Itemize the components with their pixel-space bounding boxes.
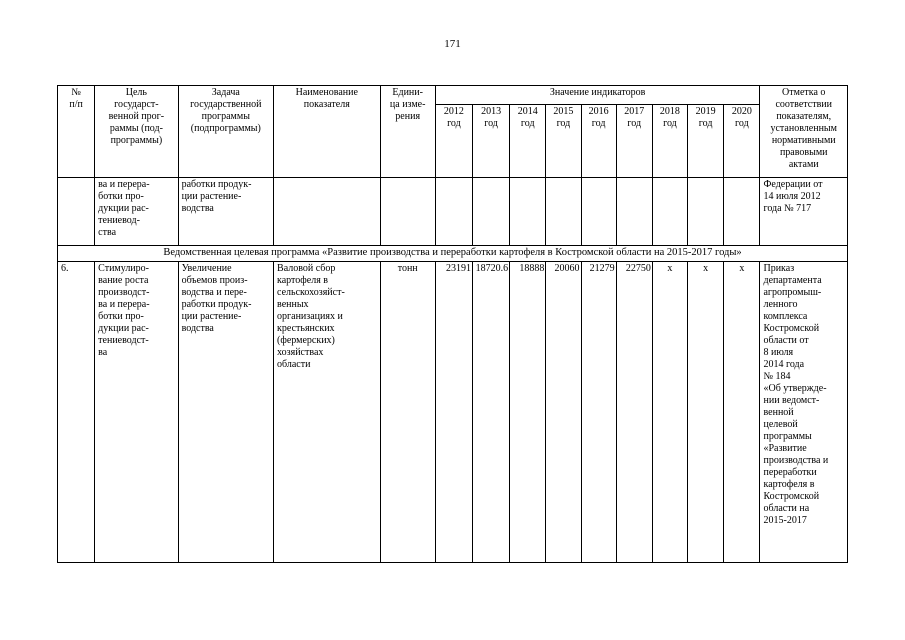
continuation-goal: ва и перера- ботки про- дукции рас- тениевод- ства bbox=[95, 178, 178, 246]
header-unit: Едини- ца изме- рения bbox=[380, 86, 435, 178]
value-cell: 22750 bbox=[616, 262, 652, 563]
value-cell: 23191 bbox=[435, 262, 472, 563]
indicators-table bbox=[57, 85, 848, 563]
value-cell: 18720.6 bbox=[472, 262, 509, 563]
year-header: 2014 год bbox=[510, 105, 546, 178]
header-indicator: Наименование показателя bbox=[274, 86, 381, 178]
year-header: 2020 год bbox=[724, 105, 760, 178]
header-task: Задача государственной программы (подпрограммы) bbox=[178, 86, 273, 178]
header-num: № п/п bbox=[58, 86, 95, 178]
row-mark: Приказ департамента агропромыш- ленного комплекса Костромской области от 8 июля 2014 года № 184 «Об утвержде- нии ведомст- венной целевой программы «Развитие производства и переработки картофеля в Костромской области на 2015-2017 bbox=[760, 262, 848, 563]
year-header: 2013 год bbox=[472, 105, 509, 178]
value-cell: 20060 bbox=[546, 262, 581, 563]
year-header: 2019 год bbox=[688, 105, 724, 178]
continuation-mark: Федерации от 14 июля 2012 года № 717 bbox=[760, 178, 848, 246]
header-values: Значение индикаторов bbox=[435, 86, 760, 105]
row-unit: тонн bbox=[380, 262, 435, 563]
header-goal: Цель государст- венной прог- раммы (под- программы) bbox=[95, 86, 178, 178]
year-header: 2016 год bbox=[581, 105, 616, 178]
year-header: 2012 год bbox=[435, 105, 472, 178]
page-number: 171 bbox=[444, 38, 461, 50]
continuation-row bbox=[58, 178, 848, 246]
value-cell: 18888 bbox=[510, 262, 546, 563]
year-header: 2015 год bbox=[546, 105, 581, 178]
value-cell: 21279 bbox=[581, 262, 616, 563]
row-task: Увеличение объемов произ- водства и пере- работки продук- ции растение- водства bbox=[178, 262, 273, 563]
value-cell: x bbox=[652, 262, 687, 563]
program-title-row bbox=[58, 246, 848, 262]
program-title: Ведомственная целевая программа «Развитие производства и переработки картофеля в Костромской области на 2015-2017 годы» bbox=[58, 246, 848, 262]
table-row bbox=[58, 262, 848, 563]
row-num: 6. bbox=[58, 262, 95, 563]
header-mark: Отметка о соответствии показателям, установленным нормативными правовыми актами bbox=[760, 86, 848, 178]
row-goal: Стимулиро- вание роста производст- ва и перера- ботки про- дукции рас- тениеводст- ва bbox=[95, 262, 178, 563]
row-indicator: Валовой сбор картофеля в сельскохозяйст- венных организациях и крестьянских (фермерских) хозяйствах области bbox=[274, 262, 381, 563]
value-cell: x bbox=[688, 262, 724, 563]
year-header: 2018 год bbox=[652, 105, 687, 178]
continuation-task: работки продук- ции растение- водства bbox=[178, 178, 273, 246]
year-header: 2017 год bbox=[616, 105, 652, 178]
value-cell: x bbox=[724, 262, 760, 563]
header-row-1 bbox=[58, 86, 848, 105]
